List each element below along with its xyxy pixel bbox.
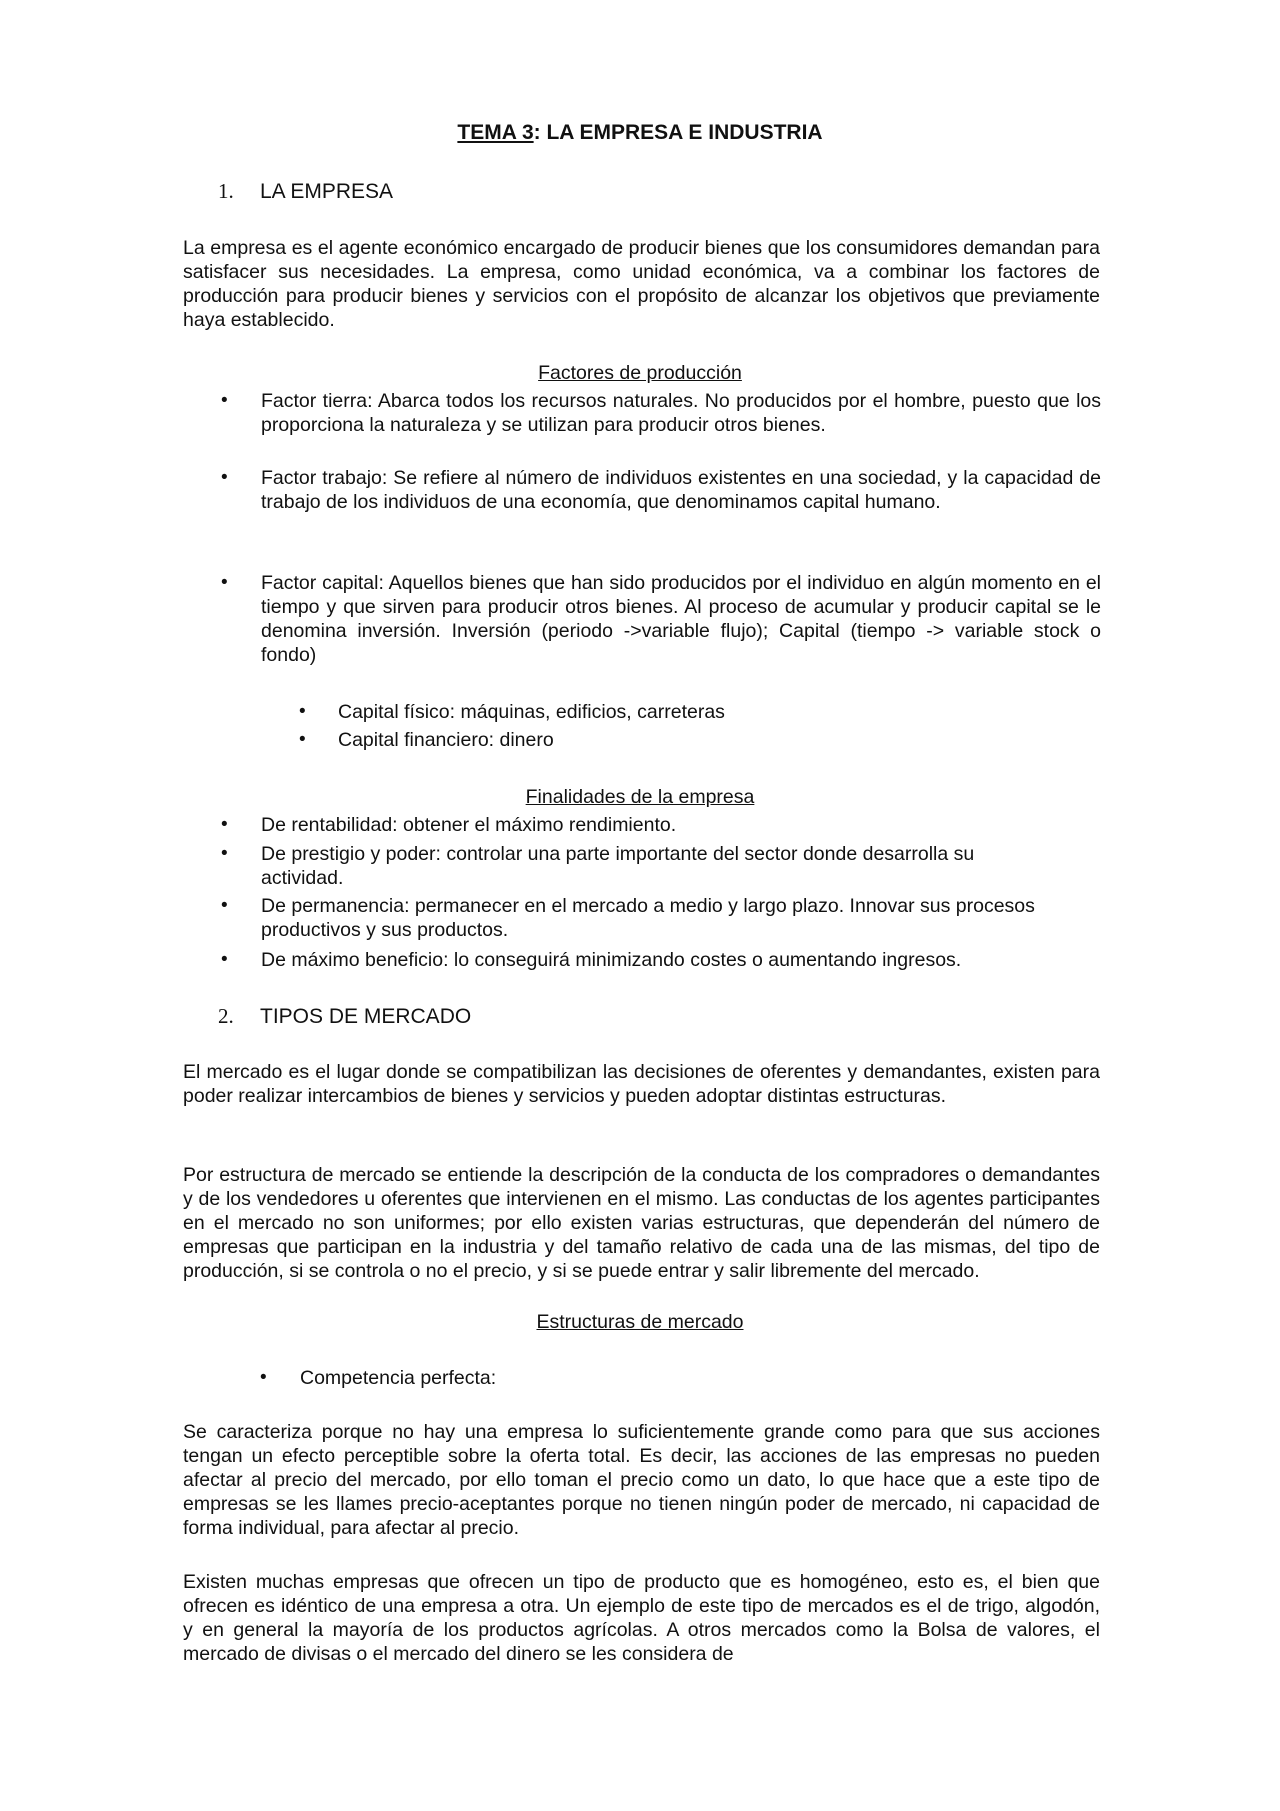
factores-subheading-text: Factores de producción — [538, 362, 742, 384]
finalidades-subheading-text: Finalidades de la empresa — [525, 786, 755, 808]
bullet-icon: • — [299, 729, 306, 750]
empresas-homogeneas-paragraph: Existen muchas empresas que ofrecen un tipo de producto que es homogéneo, esto es, el bien que ofrecen es idéntico de una empresa a otra. Un ejemplo de este tipo de mercados es el de trigo, algodón, y en general la mayoría de los productos agrícolas. A otros mercados como la Bolsa de valores, el mercado de divisas o el mercado del dinero se les considera de — [183, 1571, 1100, 1665]
bullet-icon: • — [221, 814, 228, 835]
section-number: 2. — [218, 1004, 234, 1028]
section-heading-la-empresa — [218, 178, 393, 205]
bullet-icon: • — [260, 1367, 267, 1388]
section-number: 1. — [218, 179, 234, 203]
bullet-icon: • — [221, 843, 228, 864]
estructura-paragraph: Por estructura de mercado se entiende la descripción de la conducta de los compradores o demandantes y de los vendedores u oferentes que intervienen en el mismo. Las conductas de los agentes participantes en el mercado no son uniformes; por ello existen varias estructuras, que dependerán del número de empresas que participan en la industria y del tamaño relativo de cada una de las mismas, del tipo de producción, si se controla o no el precio, y si se puede entrar y salir libremente del mercado. — [183, 1164, 1100, 1282]
bullet-icon: • — [221, 949, 228, 970]
title-text: : LA EMPRESA E INDUSTRIA — [533, 121, 823, 144]
list-item-text: Factor trabajo: Se refiere al número de individuos existentes en una sociedad, y la capacidad de trabajo de los individuos de una economía, que denominamos capital humano. — [261, 467, 1101, 513]
finalidades-subheading — [0, 785, 1280, 809]
section-title: TIPOS DE MERCADO — [260, 1005, 472, 1028]
competencia-paragraph: Se caracteriza porque no hay una empresa lo suficientemente grande como para que sus acciones tengan un efecto perceptible sobre la oferta total. Es decir, las acciones de las empresas no pueden afectar al precio del mercado, por ello toman el precio como un dato, lo que hace que a este tipo de empresas se les llames precio-aceptantes porque no tienen ningún poder de mercado, ni capacidad de forma individual, para afectar al precio. — [183, 1421, 1100, 1539]
list-item-text: Factor tierra: Abarca todos los recursos naturales. No producidos por el hombre, puesto que los proporciona la naturaleza y se utilizan para producir otros bienes. — [261, 390, 1101, 436]
list-item-text: De rentabilidad: obtener el máximo rendimiento. — [261, 814, 677, 836]
section-heading-tipos-de-mercado — [218, 1003, 471, 1030]
section-title: LA EMPRESA — [260, 180, 394, 203]
bullet-icon: • — [221, 390, 228, 411]
list-item-text: De permanencia: permanecer en el mercado a medio y largo plazo. Innovar sus procesos productivos y sus productos. — [261, 895, 1035, 941]
list-item-text: De máximo beneficio: lo conseguirá minimizando costes o aumentando ingresos. — [261, 949, 962, 971]
title-topic-number: TEMA 3 — [457, 121, 534, 144]
list-item-text: Competencia perfecta: — [300, 1367, 497, 1389]
mercado-definition-paragraph: El mercado es el lugar donde se compatibilizan las decisiones de oferentes y demandantes, existen para poder realizar intercambios de bienes y servicios y pueden adoptar distintas estructuras. — [183, 1061, 1100, 1107]
bullet-icon: • — [221, 467, 228, 488]
document-title — [0, 120, 1280, 146]
estructuras-subheading — [0, 1310, 1280, 1334]
empresa-intro-paragraph: La empresa es el agente económico encargado de producir bienes que los consumidores demandan para satisfacer sus necesidades. La empresa, como unidad económica, va a combinar los factores de producción para producir bienes y servicios con el propósito de alcanzar los objetivos que previamente haya establecido. — [183, 237, 1100, 331]
list-item-text: Capital financiero: dinero — [338, 729, 554, 751]
estructuras-subheading-text: Estructuras de mercado — [536, 1311, 744, 1333]
list-item-text: Factor capital: Aquellos bienes que han sido producidos por el individuo en algún momento en el tiempo y que sirven para producir otros bienes. Al proceso de acumular y producir capital se le denomina inversión. Inversión (periodo ->variable flujo); Capital (tiempo -> variable stock o fondo) — [261, 572, 1101, 666]
bullet-icon: • — [299, 701, 306, 722]
factores-subheading — [0, 361, 1280, 385]
list-item-text: De prestigio y poder: controlar una parte importante del sector donde desarrolla su actividad. — [261, 843, 975, 889]
bullet-icon: • — [221, 572, 228, 593]
bullet-icon: • — [221, 895, 228, 916]
list-item-text: Capital físico: máquinas, edificios, carreteras — [338, 701, 725, 723]
